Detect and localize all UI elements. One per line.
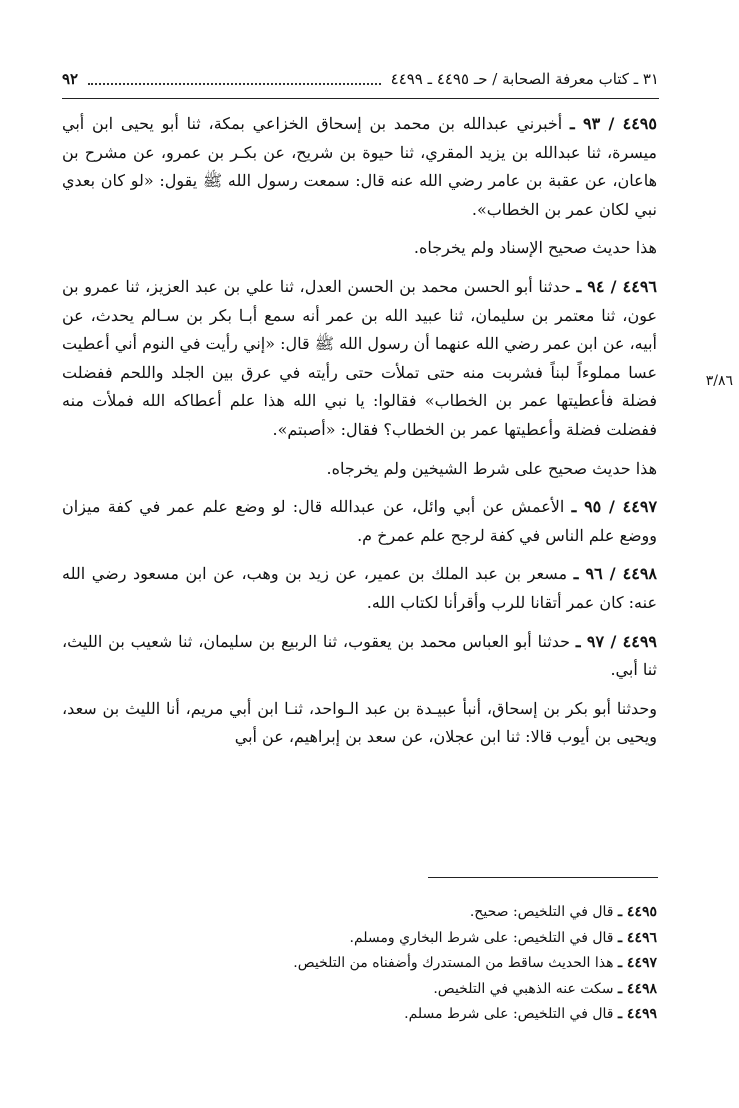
header-rule [62, 98, 659, 99]
main-text [62, 110, 657, 762]
footnote-number: ٤٤٩٨ ـ [617, 980, 657, 997]
paragraph-text: مسعر بن عبد الملك بن عمير، عن زيد بن وهب، عن ابن مسعود رضي الله عنه: كان عمر أتقانا للرب وأقرأنا لكتاب الله. [62, 564, 657, 612]
hadith-paragraph [62, 493, 657, 550]
hadith-number: ٤٤٩٩ / ٩٧ ـ [575, 631, 658, 651]
header-leader-dots [88, 73, 381, 85]
footnote-number: ٤٤٩٧ ـ [617, 955, 657, 971]
hadith-number: ٤٤٩٦ / ٩٤ ـ [576, 276, 657, 296]
hadith-paragraph [62, 560, 657, 617]
footnote-text: قال في التلخيص: على شرط البخاري ومسلم. [349, 929, 614, 946]
isnad-paragraph [62, 695, 657, 752]
footnote-text: سكت عنه الذهبي في التلخيص. [433, 980, 614, 997]
paragraph-text: أخبرني عبدالله بن محمد بن إسحاق الخزاعي بمكة، ثنا أبو يحيى ابن أبي ميسرة، ثنا عبدالله بن يزيد المقري، ثنا حيوة بن شريح، عن بكـر بن عمرو، عن مشرح بن هاعان، عن عقبة بن عامر رضي الله عنه قال: سمعت رسول الله ﷺ يقول: «لو كان بعدي نبي لكان عمر بن الخطاب». [62, 114, 657, 219]
footnote-rule [428, 877, 658, 878]
hadith-number: ٤٤٩٧ / ٩٥ ـ [571, 497, 658, 517]
grading-paragraph [62, 234, 657, 263]
footnote [62, 1002, 657, 1028]
footnote-text: قال في التلخيص: على شرط مسلم. [404, 1006, 614, 1022]
footnote [62, 926, 657, 952]
footnote-number: ٤٤٩٦ ـ [617, 929, 657, 946]
margin-reference: ٣/٨٦ [705, 373, 733, 389]
grading-paragraph [62, 455, 657, 484]
footnote-number: ٤٤٩٩ ـ [617, 1006, 657, 1022]
paragraph-text: وحدثنا أبو بكر بن إسحاق، أنبأ عبيـدة بن عبد الـواحد، ثنـا ابن أبي مريم، أنا الليث بن سعد، ويحيى بن أيوب قالا: ثنا ابن عجلان، عن سعد بن إبراهيم، عن أبي [62, 698, 657, 747]
paragraph-text: الأعمش عن أبي وائل، عن عبدالله قال: لو وضع علم عمر في كفة ميزان ووضع علم الناس في كفة لرجح علم عمرخ م. [62, 497, 657, 545]
hadith-paragraph [62, 628, 657, 685]
hadith-number: ٤٤٩٥ / ٩٣ ـ [570, 114, 657, 133]
footnotes [62, 900, 657, 1028]
paragraph-text: حدثنا أبو الحسن محمد بن الحسن العدل، ثنا علي بن عبد العزيز، ثنا عمرو بن عون، ثنا معتمر بن سليمان، ثنا عبيد الله بن عمر أنه سمع أبـا بكر بن سـالم يحدث، عن أبيه، عن ابن عمر رضي الله عنهما أن رسول الله ﷺ قال: «إني رأيت في النوم أني أعطيت عسا مملوءاً لبناً فشربت منه حتى تملأت حتى رأيته في عرق بين الجلد واللحم ففضلت فضلة فأعطيتها عمر بن الخطاب» فقالوا: يا نبي الله هذا علم أعطاكه الله فملأت منه ففضلت فضلة وأعطيتها عمر بن الخطاب؟ فقال: «أصبتم». [62, 276, 657, 439]
paragraph-text: هذا حديث صحيح الإسناد ولم يخرجاه. [413, 238, 657, 258]
footnote-number: ٤٤٩٥ ـ [617, 904, 657, 920]
hadith-paragraph [62, 273, 657, 445]
footnote [62, 977, 657, 1003]
page-number: ٩٢ [62, 70, 79, 88]
running-header [62, 66, 659, 92]
footnote-text: قال في التلخيص: صحيح. [469, 904, 614, 920]
footnote [62, 900, 657, 926]
footnote [62, 951, 657, 977]
running-title: ٣١ ـ كتاب معرفة الصحابة / حـ ٤٤٩٥ ـ ٤٤٩٩ [390, 70, 659, 88]
hadith-paragraph [62, 110, 657, 224]
hadith-number: ٤٤٩٨ / ٩٦ ـ [573, 564, 658, 584]
paragraph-text: حدثنا أبو العباس محمد بن يعقوب، ثنا الربيع بن سليمان، ثنا شعيب بن الليث، ثنا أبي. [62, 631, 657, 680]
paragraph-text: هذا حديث صحيح على شرط الشيخين ولم يخرجاه. [326, 458, 657, 478]
footnote-text: هذا الحديث ساقط من المستدرك وأضفناه من التلخيص. [293, 955, 614, 971]
